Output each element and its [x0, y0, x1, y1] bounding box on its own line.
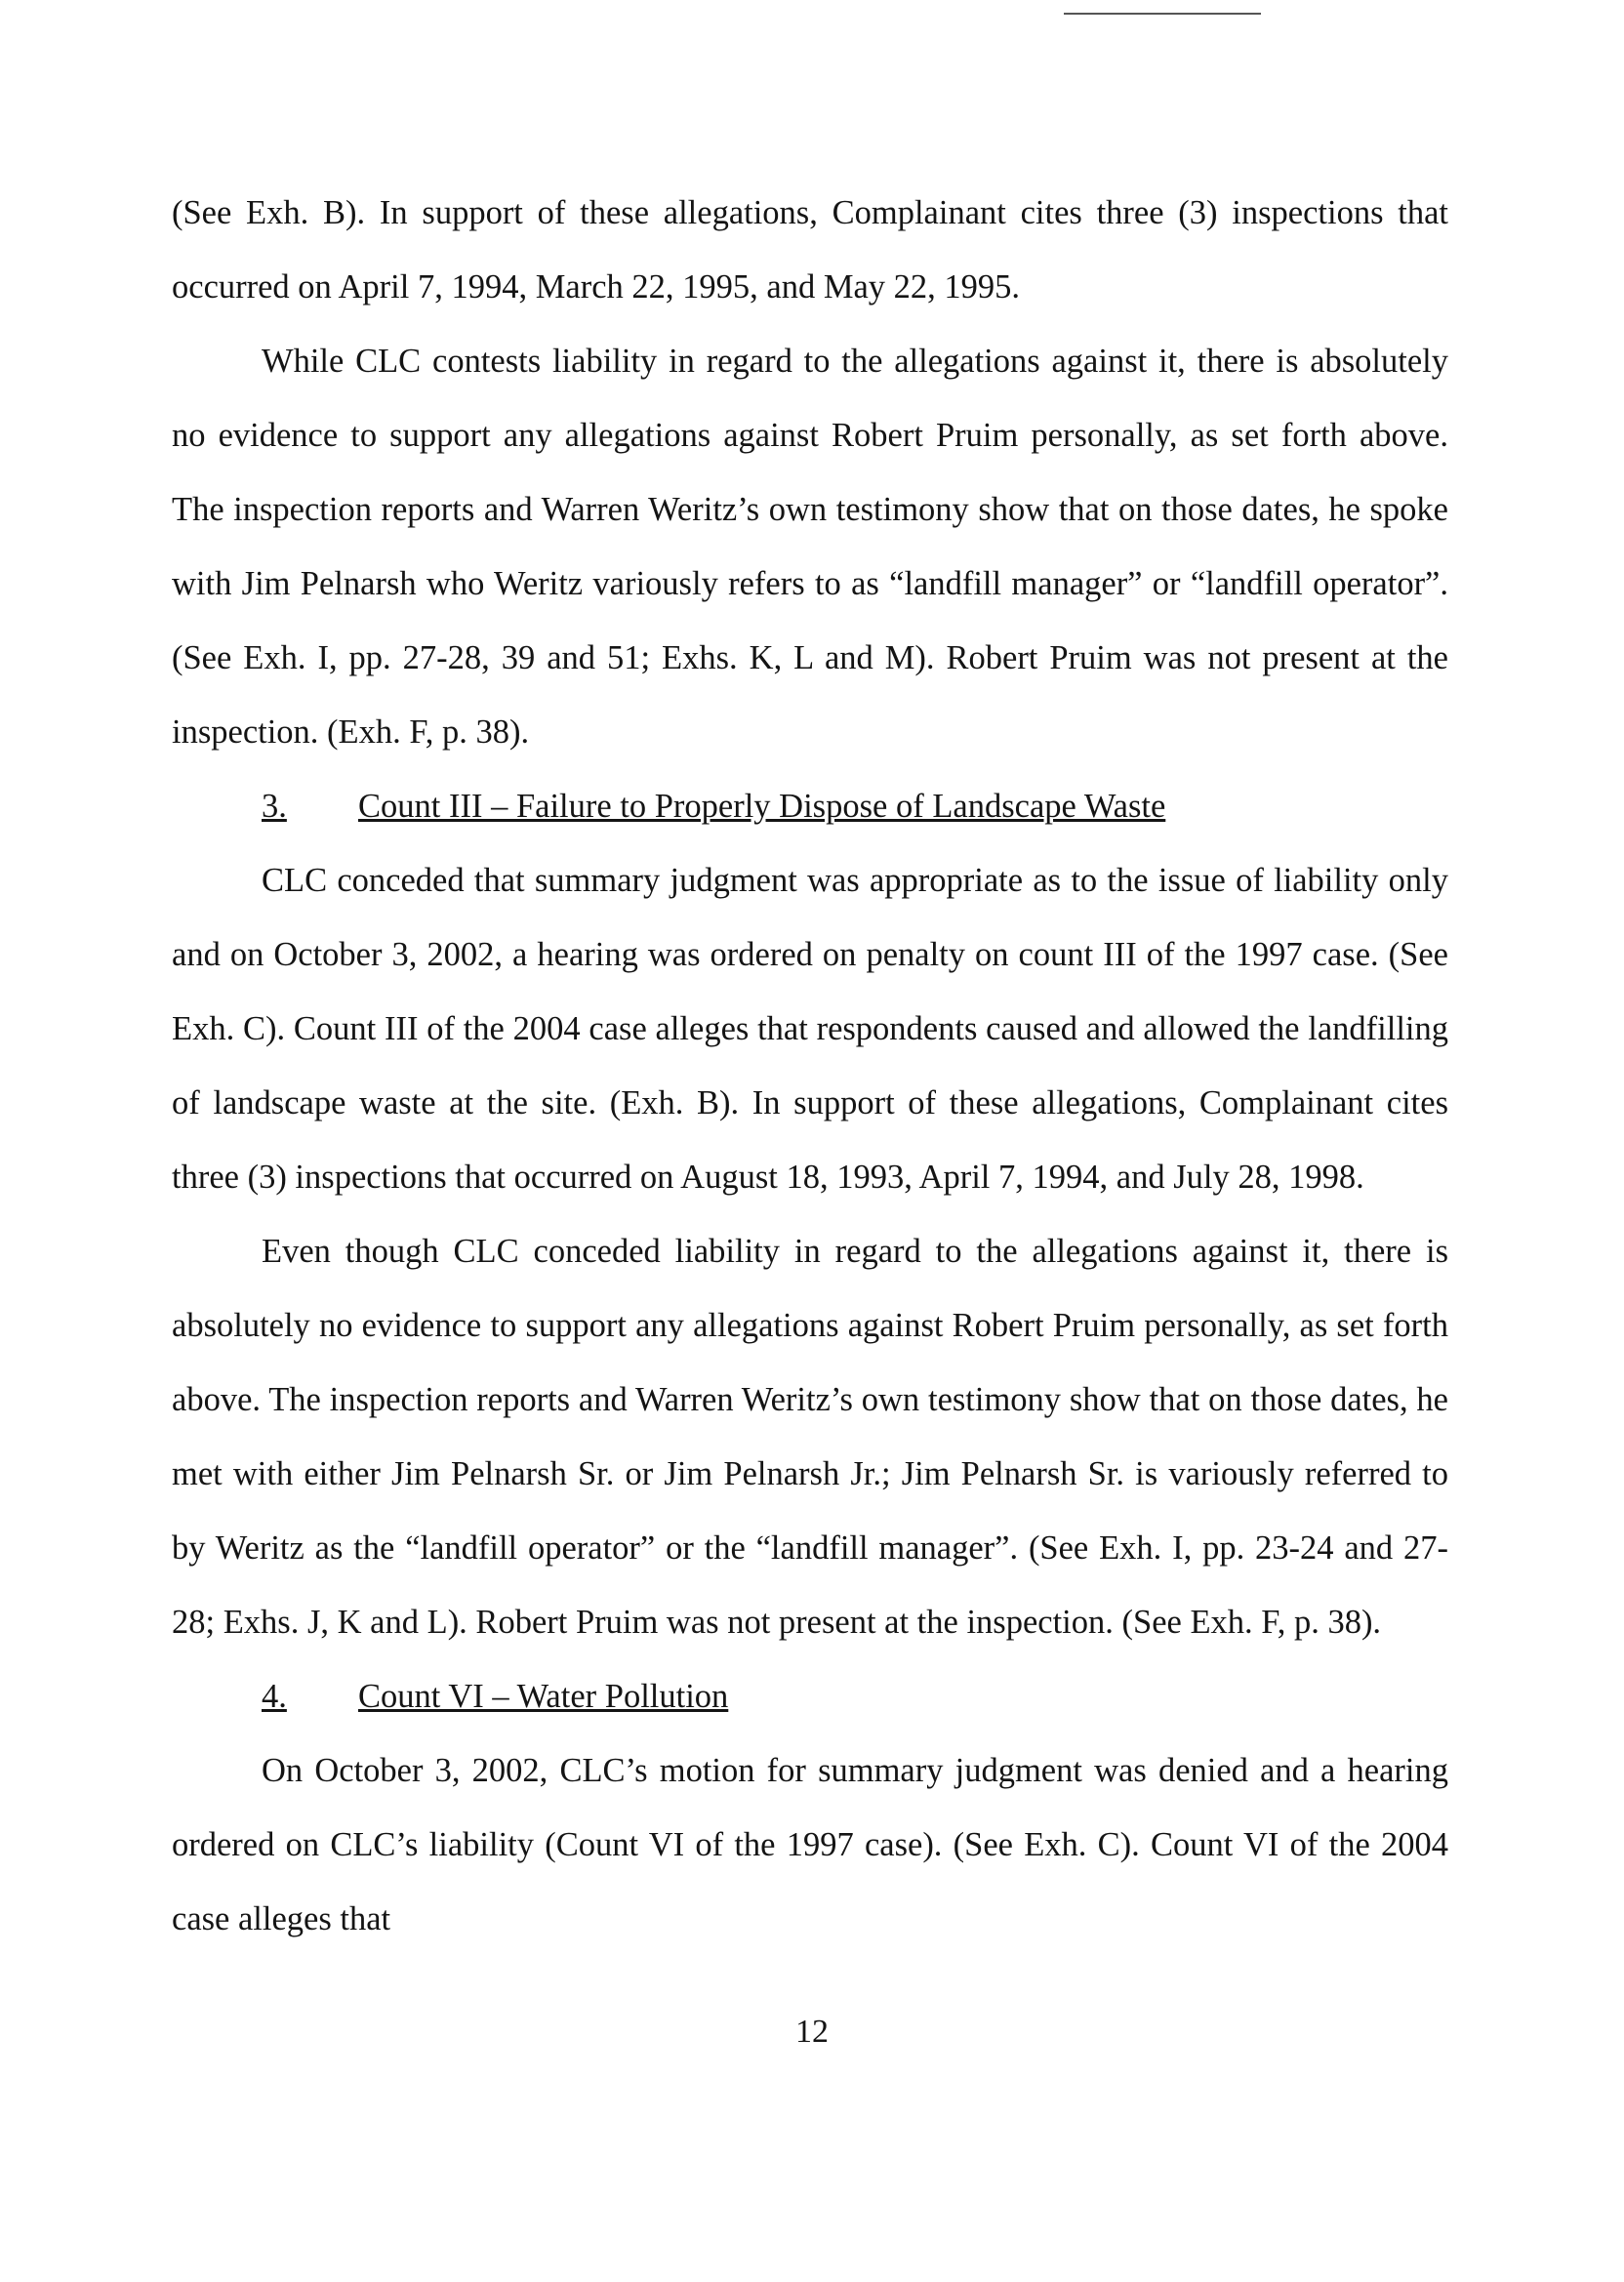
- paragraph-count-ii-allegations: (See Exh. B). In support of these allegations, Complainant cites three (3) inspections that occurred on April 7, 1994, March 22, 1995, and May 22, 1995.: [172, 194, 1448, 306]
- paragraph-count-ii-argument: While CLC contests liability in regard to the allegations against it, there is absolutely no evidence to support any allegations against Robert Pruim personally, as set forth above. The inspection reports and Warren Weritz’s own testimony show that on those dates, he spoke with Jim Pelnarsh who Weritz variously refers to as “landfill manager” or “landfill operator”. (See Exh. I, pp. 27-28, 39 and 51; Exhs. K, L and M). Robert Pruim was not present at the inspection. (Exh. F, p. 38).: [172, 343, 1448, 751]
- section-title: Count III – Failure to Properly Dispose of Landscape Waste: [358, 788, 1166, 825]
- page-number: 12: [795, 2014, 829, 2050]
- document-body: [172, 176, 1448, 1956]
- paragraph-count-iii-argument: Even though CLC conceded liability in regard to the allegations against it, there is absolutely no evidence to support any allegations against Robert Pruim personally, as set forth above. The inspection reports and Warren Weritz’s own testimony show that on those dates, he met with either Jim Pelnarsh Sr. or Jim Pelnarsh Jr.; Jim Pelnarsh Sr. is variously referred to by Weritz as the “landfill operator” or the “landfill manager”. (See Exh. I, pp. 23-24 and 27-28; Exhs. J, K and L). Robert Pruim was not present at the inspection. (See Exh. F, p. 38).: [172, 1233, 1448, 1641]
- paragraph-count-iii-allegations: CLC conceded that summary judgment was appropriate as to the issue of liability only and on October 3, 2002, a hearing was ordered on penalty on count III of the 1997 case. (See Exh. C). Count III of the 2004 case alleges that respondents caused and allowed the landfilling of landscape waste at the site. (Exh. B). In support of these allegations, Complainant cites three (3) inspections that occurred on August 18, 1993, April 7, 1994, and July 28, 1998.: [172, 862, 1448, 1196]
- section-heading-count-vi: [172, 1659, 1448, 1733]
- section-number: 4.: [262, 1678, 287, 1715]
- section-heading-count-iii: [172, 769, 1448, 843]
- section-number: 3.: [262, 788, 287, 825]
- paragraph-count-vi: On October 3, 2002, CLC’s motion for summary judgment was denied and a hearing ordered on CLC’s liability (Count VI of the 1997 case). (See Exh. C). Count VI of the 2004 case alleges that: [172, 1752, 1448, 1937]
- top-rule: [1064, 13, 1261, 15]
- section-title: Count VI – Water Pollution: [358, 1678, 729, 1715]
